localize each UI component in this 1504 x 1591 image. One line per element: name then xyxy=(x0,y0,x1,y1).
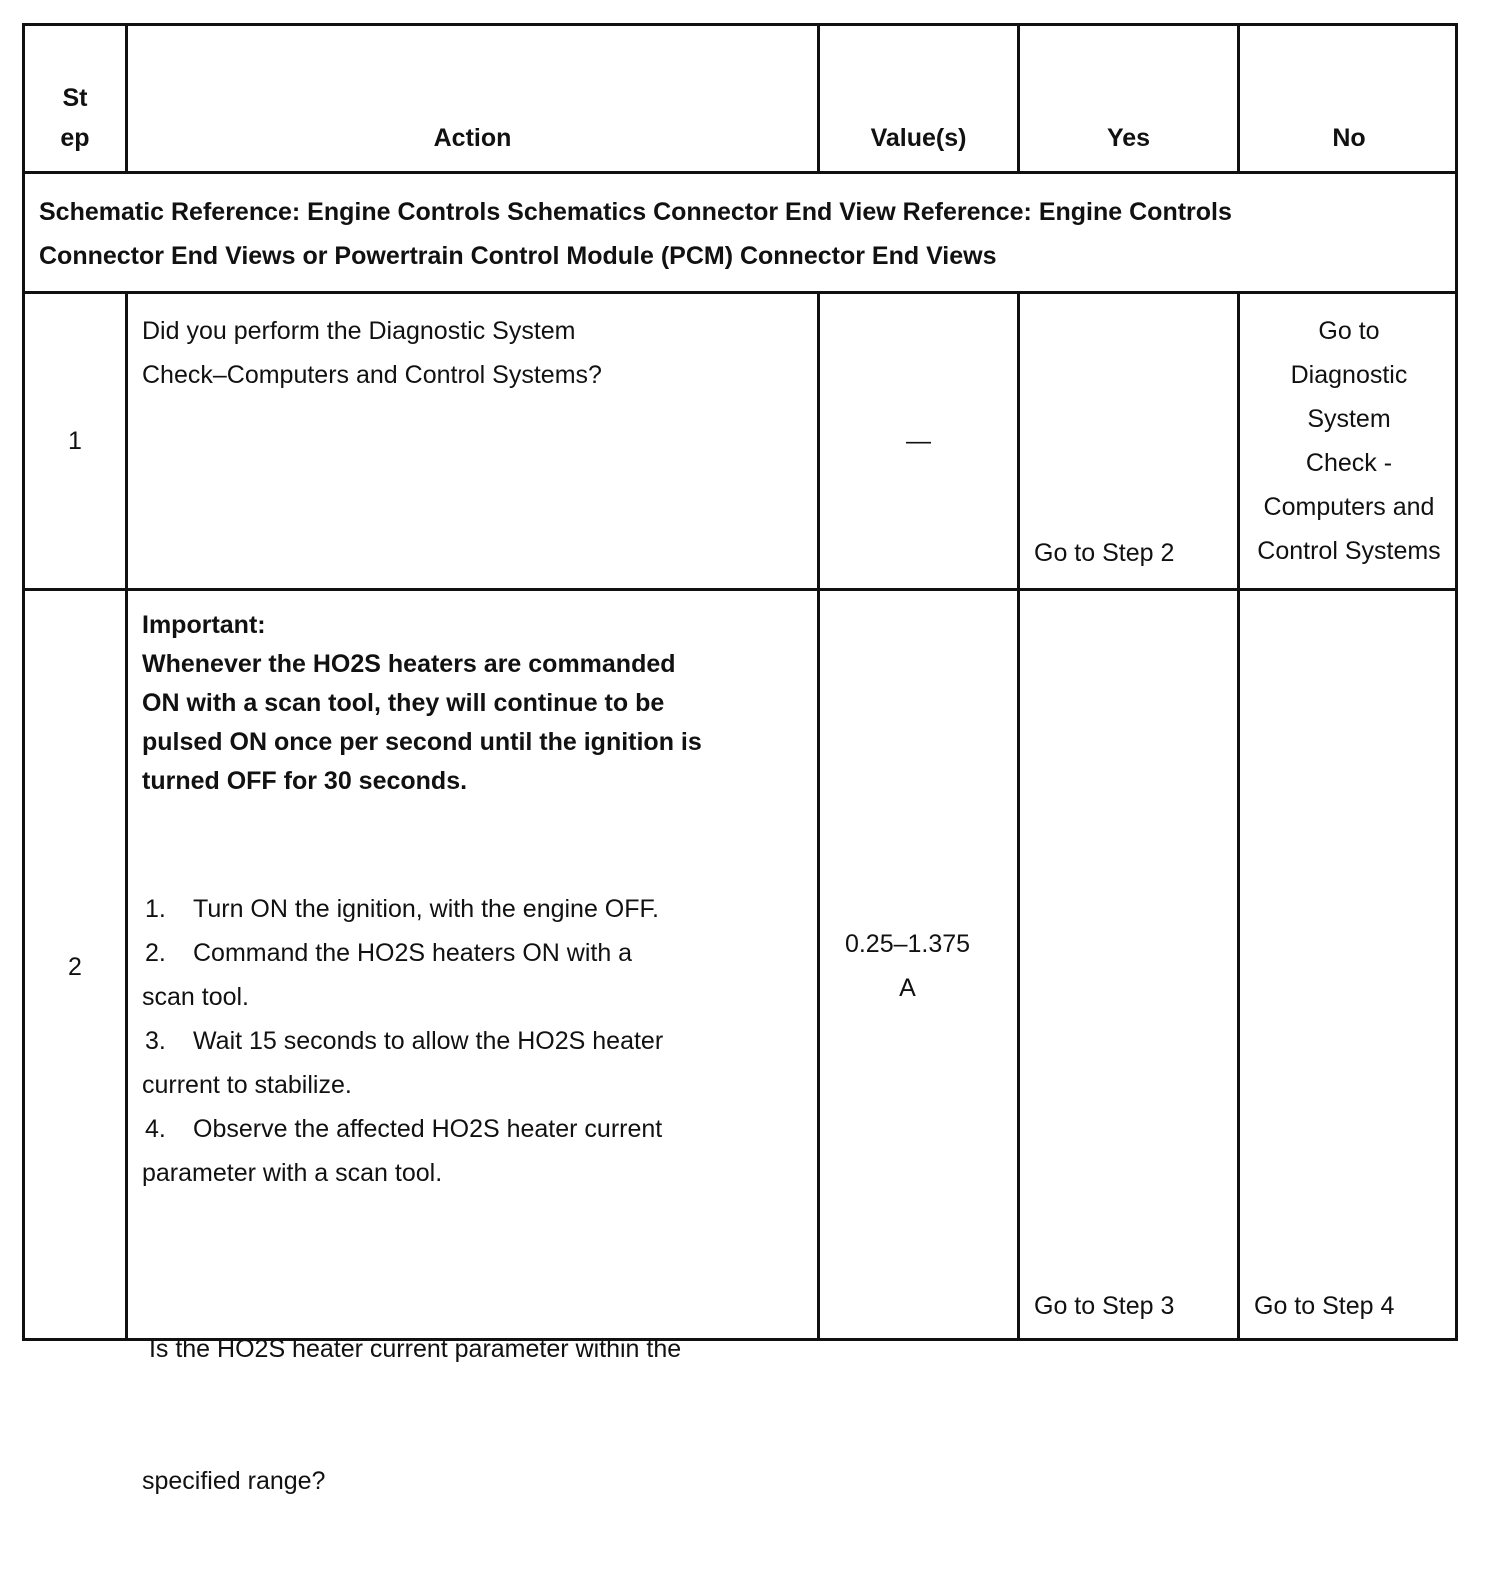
header-step-line: St xyxy=(62,84,88,112)
value-range xyxy=(820,922,995,1010)
question-text xyxy=(142,1239,802,1591)
step-text: current to stabilize. xyxy=(142,1071,352,1099)
step-number: 1 xyxy=(68,427,82,455)
value-line: 0.25–1.375 xyxy=(844,930,971,958)
diagnostic-table xyxy=(22,23,1458,1495)
step-index: 4. xyxy=(145,1115,166,1143)
reference-line: Schematic Reference: Engine Controls Schematics Connector End View Reference: Engine Controls xyxy=(39,198,1232,226)
step-text: parameter with a scan tool. xyxy=(142,1159,443,1187)
step-index: 3. xyxy=(145,1027,166,1055)
yes-link[interactable]: Go to Step 3 xyxy=(1034,1292,1175,1320)
procedure-step xyxy=(142,1019,802,1063)
step-text: Observe the affected HO2S heater current xyxy=(193,1115,663,1143)
no-line: Diagnostic xyxy=(1290,361,1408,389)
step-number: 2 xyxy=(68,953,82,981)
procedure-steps xyxy=(142,887,802,1195)
important-note xyxy=(142,606,802,801)
step-text: Wait 15 seconds to allow the HO2S heater xyxy=(193,1027,664,1055)
schematic-reference xyxy=(39,190,1439,278)
row-divider xyxy=(25,291,1455,294)
question-line: Is the HO2S heater current parameter within the xyxy=(142,1335,682,1363)
step-text: scan tool. xyxy=(142,983,250,1011)
header-yes: Yes xyxy=(1106,124,1151,152)
no-line: Go to xyxy=(1318,317,1380,345)
step-text: Turn ON the ignition, with the engine OFF. xyxy=(193,895,659,923)
procedure-step xyxy=(142,1107,802,1151)
action-line: Check–Computers and Control Systems? xyxy=(142,361,602,389)
value-line: A xyxy=(899,974,916,1002)
important-line: ON with a scan tool, they will continue to be xyxy=(142,689,665,717)
important-label: Important: xyxy=(142,611,266,639)
step-index: 1. xyxy=(145,895,166,923)
row-divider xyxy=(25,588,1455,591)
value-text: — xyxy=(906,427,931,455)
no-line: Control Systems xyxy=(1257,537,1441,565)
header-step-line: ep xyxy=(60,124,90,152)
header-action: Action xyxy=(433,124,512,152)
no-line: Check - xyxy=(1305,449,1393,477)
procedure-step xyxy=(142,931,802,975)
step-text: Command the HO2S heaters ON with a xyxy=(193,939,633,967)
header-no: No xyxy=(1332,124,1366,152)
no-line: System xyxy=(1307,405,1391,433)
no-line: Computers and xyxy=(1263,493,1435,521)
important-line: Whenever the HO2S heaters are commanded xyxy=(142,650,676,678)
yes-link[interactable]: Go to Step 2 xyxy=(1034,539,1175,567)
action-line: Did you perform the Diagnostic System xyxy=(142,317,576,345)
column-divider xyxy=(1017,291,1020,1338)
reference-line: Connector End Views or Powertrain Control Module (PCM) Connector End Views xyxy=(39,242,997,270)
action-text xyxy=(142,309,802,397)
column-divider xyxy=(125,291,128,1338)
important-line: pulsed ON once per second until the ignition is xyxy=(142,728,702,756)
procedure-step xyxy=(142,887,802,931)
no-link[interactable] xyxy=(1240,309,1458,573)
step-index: 2. xyxy=(145,939,166,967)
important-line: turned OFF for 30 seconds. xyxy=(142,767,468,795)
row-divider xyxy=(25,171,1455,174)
question-line: specified range? xyxy=(142,1467,326,1495)
no-link[interactable]: Go to Step 4 xyxy=(1254,1292,1395,1320)
header-values: Value(s) xyxy=(870,124,967,152)
header-step xyxy=(25,78,125,158)
